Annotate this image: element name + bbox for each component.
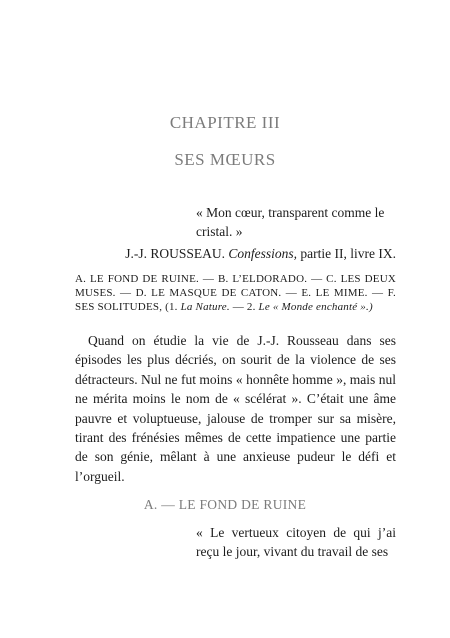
epigraph-author: J.-J. ROUSSEAU. — [125, 246, 226, 261]
epigraph-location: partie II, livre IX. — [300, 246, 396, 261]
chapter-title: CHAPITRE III — [169, 113, 281, 132]
summary-italic-nature: La Nature. — [180, 301, 230, 313]
summary-mid: — 2. — [232, 301, 256, 313]
summary-italic-monde: Le « Monde enchanté ».) — [258, 301, 373, 313]
summary-lead: A. LE FOND DE RUINE. — B. L’ELDORADO. — C. LES DEUX MUSES. — D. LE MASQUE DE CATON. — E. LE MIME. — F. SES SOLITUDES, (1. — [75, 273, 396, 313]
section-epigraph: « Le vertueux citoyen de qui j’ai reçu le jour, vivant du travail de ses — [196, 525, 396, 559]
section-heading: A. — LE FOND DE RUINE — [143, 497, 307, 512]
body-paragraph: Quand on étudie la vie de J.-J. Rousseau dans ses épisodes les plus décriés, on sourit de la violence de ses détracteurs. Nul ne fut moins « honnête homme », mais nul ne mérita moins le nom de « scélérat ». C’était une âme pauvre et voluptueuse, jalouse de tromper sur sa misère, tirant des frénésies mêmes de cette impatience une partie de son génie, mêlant à une anxieuse pudeur le défi et l’orgueil. — [75, 333, 396, 484]
epigraph-source — [80, 244, 396, 263]
chapter-summary — [75, 272, 396, 314]
epigraph-work: Confessions, — [228, 246, 298, 261]
epigraph-quote: « Mon cœur, transparent comme le cristal. » — [196, 205, 385, 239]
chapter-subtitle: SES MŒURS — [174, 150, 276, 169]
